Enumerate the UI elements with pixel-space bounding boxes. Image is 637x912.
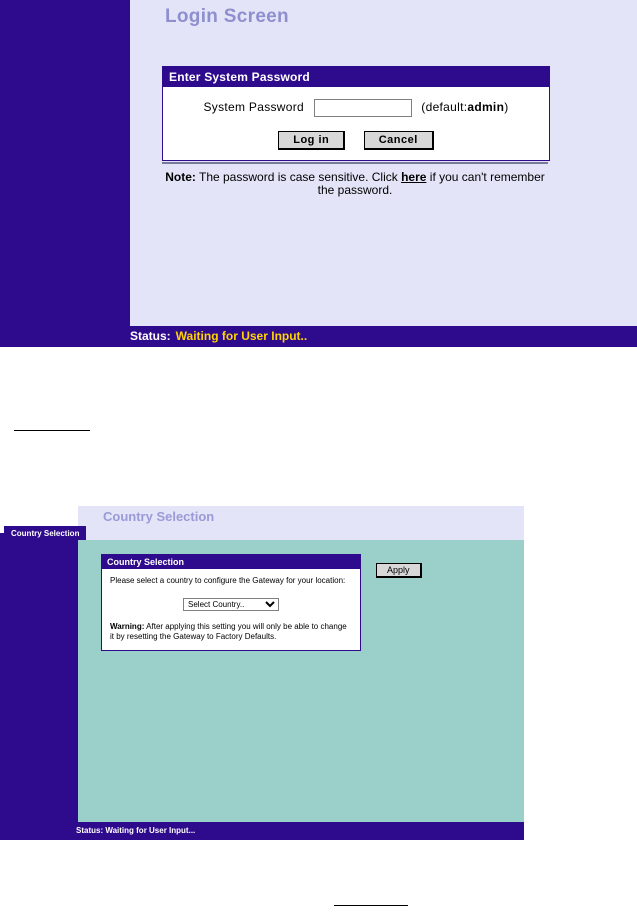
country-sidebar (0, 533, 78, 840)
country-select[interactable] (183, 598, 279, 611)
password-form-box (162, 66, 550, 161)
country-status-bar (0, 822, 524, 840)
default-suffix: ) (504, 100, 509, 115)
country-select-row (110, 594, 352, 612)
country-page-title: Country Selection (103, 509, 215, 524)
default-value: admin (467, 100, 505, 115)
tab-country-selection[interactable]: Country Selection (4, 526, 86, 540)
login-button[interactable]: Log in (278, 131, 345, 150)
password-form-header: Enter System Password (163, 67, 549, 87)
password-form-body (163, 87, 549, 160)
note-label: Note: (165, 170, 196, 184)
login-note (158, 171, 552, 197)
country-header-bar (78, 506, 524, 540)
forgot-password-link[interactable]: here (401, 170, 427, 184)
page-title: Login Screen (165, 6, 289, 27)
default-prefix: (default: (421, 100, 468, 115)
apply-button[interactable]: Apply (376, 563, 422, 578)
country-selection-box (101, 554, 361, 651)
note-text-before: The password is case sensitive. Click (195, 170, 402, 184)
login-sidebar (0, 0, 130, 347)
warning-label: Warning: (110, 622, 145, 631)
country-instruction-text: Please select a country to configure the Gateway for your location: (110, 576, 346, 585)
note-text-after: if you can't remember the password. (317, 170, 545, 197)
warning-body: After applying this setting you will only be able to change it by resetting the Gateway to Factory Defaults. (110, 622, 347, 641)
password-default-hint (421, 100, 508, 114)
divider (162, 162, 548, 164)
login-button-row (163, 130, 549, 150)
country-box-body (102, 569, 360, 650)
login-status-bar (0, 326, 637, 347)
page-bottom-mark (334, 905, 408, 906)
password-row (163, 99, 549, 117)
country-content-area (78, 540, 524, 822)
login-content-area (130, 0, 637, 326)
password-label: System Password (203, 100, 305, 115)
cancel-button[interactable]: Cancel (364, 131, 434, 150)
country-status-text: Status: Waiting for User Input... (76, 826, 196, 835)
page-underline-mark (14, 430, 90, 431)
country-box-header: Country Selection (102, 555, 360, 569)
status-label: Status: (130, 329, 171, 343)
country-selection-panel (0, 506, 524, 840)
status-value: Waiting for User Input.. (175, 329, 308, 343)
country-warning-text (110, 622, 352, 642)
login-screen-panel (0, 0, 637, 347)
password-input[interactable] (314, 99, 412, 117)
